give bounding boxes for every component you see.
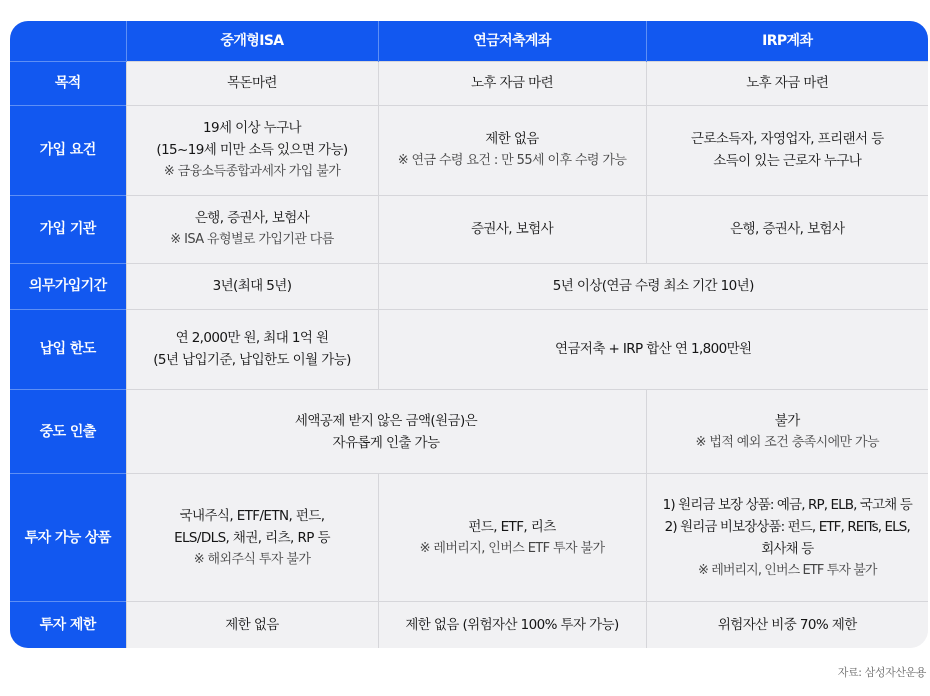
header-row — [10, 21, 928, 61]
row-label: 납입 한도 — [10, 309, 126, 389]
row-label: 의무가입기간 — [10, 263, 126, 309]
cell-irp: 근로소득자, 자영업자, 프리랜서 등 소득이 있는 근로자 누구나 — [646, 105, 928, 195]
cell-isa: 19세 이상 누구나 (15~19세 미만 소득 있으면 가능) ※ 금융소득종합과세자 가입 불가 — [126, 105, 378, 195]
row-label: 가입 기관 — [10, 195, 126, 263]
row-withdrawal — [10, 390, 928, 474]
cell-isa: 제한 없음 — [126, 602, 378, 648]
row-mandatory-period — [10, 263, 928, 309]
cell-pension: 펀드, ETF, 리츠 ※ 레버리지, 인버스 ETF 투자 불가 — [378, 474, 646, 602]
row-eligibility — [10, 105, 928, 195]
cell-pension: 제한 없음 (위험자산 100% 투자 가능) — [378, 602, 646, 648]
row-label: 투자 제한 — [10, 602, 126, 648]
cell-irp: 불가 ※ 법적 예외 조건 충족시에만 가능 — [646, 390, 928, 474]
row-contribution-limit — [10, 309, 928, 389]
cell-note: ※ 연금 수령 요건 : 만 55세 이후 수령 가능 — [397, 153, 627, 169]
row-label: 투자 가능 상품 — [10, 474, 126, 602]
header-corner — [10, 21, 126, 61]
row-label: 중도 인출 — [10, 390, 126, 474]
row-label: 가입 요건 — [10, 105, 126, 195]
row-investment-limit — [10, 602, 928, 648]
row-investable-products — [10, 474, 928, 602]
comparison-table — [10, 21, 928, 648]
cell-isa: 3년(최대 5년) — [126, 263, 378, 309]
cell-pension-irp-merged: 5년 이상(연금 수령 최소 기간 10년) — [378, 263, 928, 309]
cell-pension: 노후 자금 마련 — [378, 61, 646, 105]
cell-note: ※ 해외주식 투자 불가 — [193, 551, 311, 567]
row-label: 목적 — [10, 61, 126, 105]
cell-irp: 노후 자금 마련 — [646, 61, 928, 105]
cell-pension: 제한 없음 ※ 연금 수령 요건 : 만 55세 이후 수령 가능 — [378, 105, 646, 195]
cell-pension: 증권사, 보험사 — [378, 195, 646, 263]
cell-irp: 은행, 증권사, 보험사 — [646, 195, 928, 263]
header-irp: IRP계좌 — [646, 21, 928, 61]
source-caption: 자료: 삼성자산운용 — [837, 666, 926, 679]
cell-pension-irp-merged: 연금저축 + IRP 합산 연 1,800만원 — [378, 309, 928, 389]
cell-isa: 국내주식, ETF/ETN, 펀드, ELS/DLS, 채권, 리츠, RP 등 ※ 해외주식 투자 불가 — [126, 474, 378, 602]
header-isa: 중개형ISA — [126, 21, 378, 61]
cell-isa: 은행, 증권사, 보험사 ※ ISA 유형별로 가입기관 다름 — [126, 195, 378, 263]
cell-isa: 연 2,000만 원, 최대 1억 원 (5년 납입기준, 납입한도 이월 가능) — [126, 309, 378, 389]
row-institution — [10, 195, 928, 263]
cell-note: ※ 금융소득종합과세자 가입 불가 — [163, 164, 341, 180]
cell-note: ※ 법적 예외 조건 충족시에만 가능 — [695, 434, 879, 450]
cell-isa: 목돈마련 — [126, 61, 378, 105]
cell-note: ※ 레버리지, 인버스 ETF 투자 불가 — [697, 562, 877, 578]
cell-irp: 위험자산 비중 70% 제한 — [646, 602, 928, 648]
header-pension-savings: 연금저축계좌 — [378, 21, 646, 61]
cell-irp: 1) 원리금 보장 상품: 예금, RP, ELB, 국고채 등 2) 원리금 비보장상품: 펀드, ETF, REITs, ELS, 회사채 등 ※ 레버리지, 인버스 ETF 투자 불가 — [646, 474, 928, 602]
row-purpose — [10, 61, 928, 105]
cell-note: ※ 레버리지, 인버스 ETF 투자 불가 — [419, 540, 605, 556]
cell-note: ※ ISA 유형별로 가입기관 다름 — [170, 232, 334, 248]
cell-isa-pension-merged: 세액공제 받지 않은 금액(원금)은 자유롭게 인출 가능 — [126, 390, 646, 474]
